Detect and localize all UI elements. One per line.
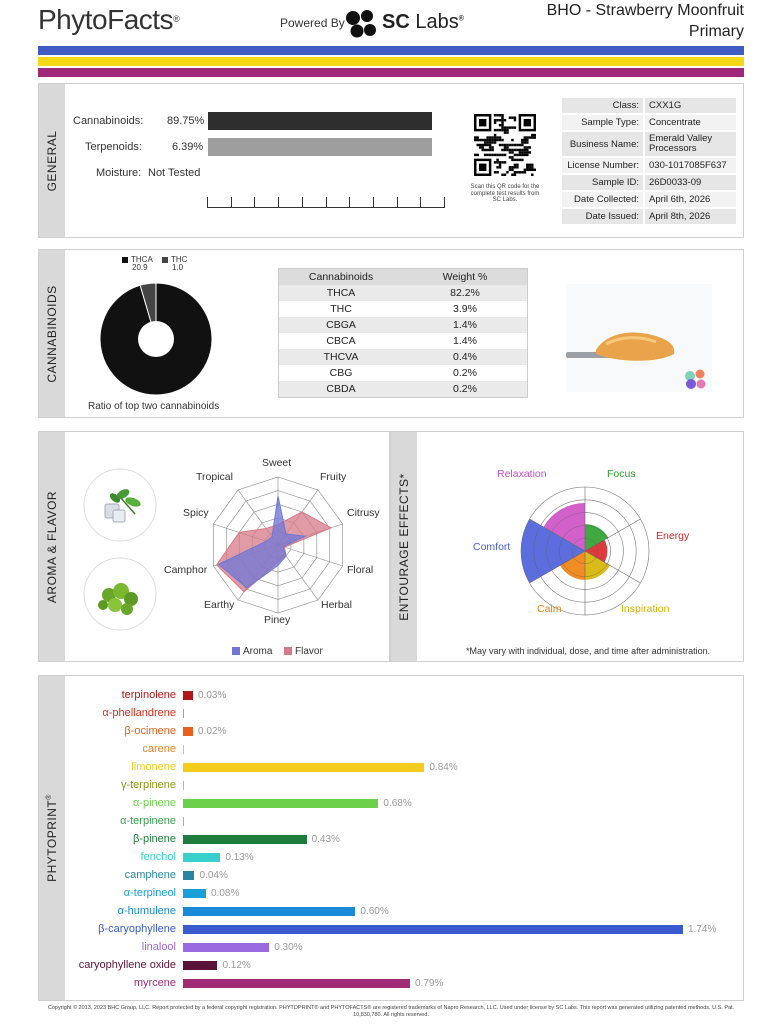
radar-axis-label: Citrusy — [347, 507, 380, 519]
terpene-value: 0.30% — [274, 942, 303, 953]
effect-label: Focus — [607, 468, 636, 480]
ruler-tick — [326, 197, 327, 207]
effect-label: Relaxation — [497, 468, 547, 480]
terpene-value: 0.84% — [429, 762, 458, 773]
cannabinoid-table — [278, 268, 528, 398]
terpene-value: 0.13% — [225, 852, 254, 863]
ruler-tick — [231, 197, 232, 207]
terpene-name: myrcene — [133, 977, 176, 989]
info-row-class: Class: CXX1G — [562, 98, 736, 113]
cannabinoids-label: Cannabinoids: — [73, 115, 144, 127]
terpene-bar — [183, 799, 378, 808]
terpene-value: 0.68% — [383, 798, 412, 809]
terpene-name: linalool — [141, 941, 176, 953]
terpene-value: 0.02% — [198, 726, 227, 737]
pie-legend-thc: THC 1.0 — [162, 256, 187, 272]
powered-by-label: Powered By — [280, 16, 345, 30]
pie-caption: Ratio of top two cannabinoids — [88, 401, 220, 412]
terpene-bar — [183, 817, 184, 826]
terpene-name: carene — [142, 743, 176, 755]
terpene-bar — [183, 907, 355, 916]
qr-caption: Scan this QR code for the complete test results from SC Labs. — [470, 184, 540, 203]
ruler-tick — [207, 197, 208, 207]
cannabinoid-ratio-donut — [99, 282, 213, 396]
terpene-bar — [183, 835, 307, 844]
terpene-bar — [183, 853, 220, 862]
terpene-name: β-caryophyllene — [98, 923, 176, 935]
product-type: Primary — [688, 23, 744, 40]
stripe-yellow — [38, 57, 744, 66]
terpene-name: α-terpineol — [123, 887, 176, 899]
pie-legend-thca: THCA 20.9 — [122, 256, 153, 272]
cannabinoids-value: 89.75% — [167, 115, 205, 127]
phytoprint-side — [39, 676, 65, 1000]
terpene-bar — [183, 871, 194, 880]
table-row: CBG 0.2% — [329, 367, 477, 379]
terpene-name: terpinolene — [121, 689, 176, 701]
terpene-name: α-terpinene — [120, 815, 176, 827]
terpene-value: 0.60% — [360, 906, 389, 917]
radar-axis-label: Sweet — [262, 457, 292, 469]
terpene-name: β-ocimene — [124, 725, 176, 737]
legend-flavor: Flavor — [284, 646, 323, 657]
info-row-date-issued: Date Issued: April 8th, 2026 — [562, 209, 736, 224]
radar-axis-label: Tropical — [196, 471, 233, 483]
terpene-value: 1.74% — [688, 924, 717, 935]
terpenoids-bar — [208, 138, 432, 156]
table-header: Cannabinoids Weight % — [279, 269, 527, 285]
moisture-label: Moisture: — [96, 167, 142, 179]
terpene-name: α-phellandrene — [102, 707, 176, 719]
product-photo — [566, 284, 712, 392]
terpene-bar — [183, 961, 217, 970]
aroma-side — [39, 432, 65, 661]
ruler-tick — [278, 197, 279, 207]
info-row-license-number: License Number: 030-1017085F637 — [562, 158, 736, 173]
footer-copyright: Copyright © 2013, 2023 BHC Group, LLC. Report protected by a federal copyright registration. PHYTOPRINT® and PHYTOFACTS® are registered trademarks of Napro Research, LLC. Used under license by SC Labs. This report was generated utilizing patented methods. U.S. Pat. 10,830,780. All rights reserved. — [47, 1005, 735, 1018]
report-header — [0, 0, 782, 44]
stripe-blue — [38, 46, 744, 55]
terpene-name: limonene — [131, 761, 176, 773]
product-name: BHO - Strawberry Moonfruit — [546, 2, 744, 19]
phytofacts-logo: PhytoFacts® — [38, 4, 180, 35]
aroma-image-hops — [83, 557, 157, 631]
terpene-name: β-pinene — [132, 833, 176, 845]
moisture-value: Not Tested — [148, 167, 201, 179]
terpene-bar — [183, 709, 184, 718]
radar-axis-label: Herbal — [321, 599, 352, 611]
terpene-bar — [183, 781, 184, 790]
sc-labs-wordmark: SC Labs® — [382, 11, 464, 33]
effects-footnote: *May vary with individual, dose, and time after administration. — [466, 646, 711, 656]
ruler-tick — [302, 197, 303, 207]
entourage-effects-chart — [520, 486, 650, 616]
table-row: CBCA 1.4% — [326, 335, 477, 347]
ruler-tick — [254, 197, 255, 207]
radar-axis-label: Earthy — [204, 599, 235, 611]
general-section-label: GENERAL — [45, 130, 59, 191]
cannabinoids-section-label: CANNABINOIDS — [45, 284, 59, 383]
stripe-purple — [38, 68, 744, 77]
info-row-sample-type: Sample Type: Concentrate — [562, 115, 736, 130]
ruler-tick — [397, 197, 398, 207]
terpene-bar — [183, 691, 193, 700]
terpene-name: camphene — [124, 869, 176, 881]
terpenoids-value: 6.39% — [172, 141, 204, 153]
terpenoids-label: Terpenoids: — [85, 141, 142, 153]
sample-info-table — [562, 98, 736, 226]
effect-label: Inspiration — [621, 603, 670, 615]
terpene-value: 0.04% — [199, 870, 228, 881]
terpene-bar — [183, 979, 410, 988]
table-row: CBDA 0.2% — [279, 381, 527, 397]
table-row: THCA 82.2% — [279, 285, 527, 301]
cannabinoids-bar — [208, 112, 432, 130]
terpene-value: 0.79% — [415, 978, 444, 989]
table-row: CBGA 1.4% — [279, 317, 527, 333]
aroma-image-herb — [83, 468, 157, 542]
terpene-name: caryophyllene oxide — [78, 959, 176, 971]
terpene-bar — [183, 727, 193, 736]
legend-aroma: Aroma — [232, 646, 272, 657]
effect-label: Energy — [656, 530, 690, 542]
radar-axis-label: Floral — [347, 564, 374, 576]
ruler-tick — [420, 197, 421, 207]
ruler-tick — [349, 197, 350, 207]
info-row-date-collected: Date Collected: April 6th, 2026 — [562, 192, 736, 207]
terpene-value: 0.12% — [222, 960, 251, 971]
terpene-name: fenchol — [140, 851, 176, 863]
scale-ruler — [207, 196, 445, 208]
radar-axis-label: Camphor — [164, 564, 208, 576]
effect-label: Comfort — [473, 541, 511, 553]
terpene-bar — [183, 889, 206, 898]
effects-side — [391, 432, 417, 661]
ruler-tick — [373, 197, 374, 207]
terpene-bar — [183, 925, 683, 934]
terpene-bar — [183, 745, 184, 754]
aroma-section-label: AROMA & FLAVOR — [45, 490, 59, 603]
terpene-bar — [183, 763, 424, 772]
terpene-bar — [183, 943, 269, 952]
info-row-sample-id: Sample ID: 26D0033-09 — [562, 175, 736, 190]
terpene-value: 0.08% — [210, 888, 240, 899]
table-row: THCVA 0.4% — [279, 349, 527, 365]
radar-axis-label: Fruity — [320, 471, 347, 483]
phytoprint-section-label: PHYTOPRINT® — [45, 794, 59, 882]
cannabinoids-side — [39, 250, 65, 417]
terpene-name: α-pinene — [132, 797, 176, 809]
effect-label: Calm — [537, 603, 562, 615]
terpene-name: γ-terpinene — [120, 779, 176, 791]
qr-code-icon[interactable] — [474, 114, 536, 176]
terpene-name: α-humulene — [117, 905, 176, 917]
radar-axis-label: Piney — [264, 614, 291, 626]
info-row-business-name: Business Name: Emerald Valley Processors — [562, 132, 736, 156]
radar-axis-label: Spicy — [183, 507, 209, 519]
terpene-value: 0.03% — [198, 690, 227, 701]
product-title — [547, 0, 744, 42]
general-side — [39, 84, 65, 237]
table-row: THC 3.9% — [330, 303, 477, 315]
ruler-tick — [444, 197, 445, 207]
terpene-value: 0.43% — [311, 834, 340, 845]
effects-section-label: ENTOURAGE EFFECTS* — [397, 472, 411, 621]
